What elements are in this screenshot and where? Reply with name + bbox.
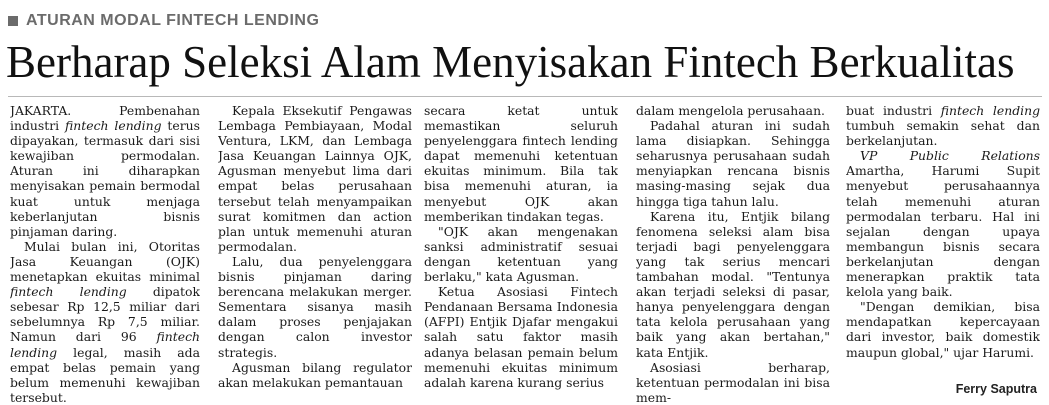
italic-term: fintech lending (10, 284, 127, 300)
paragraph (10, 239, 200, 405)
text-run: tumbuh semakin sehat dan berkelanjutan. (846, 118, 1040, 149)
rubric-square-icon (8, 16, 18, 26)
paragraph: secara ketat untuk memastikan seluruh penyelenggara fintech lending dapat memenuhi ketentuan ekuitas minimum. Bila tak bisa memenuhi aturan, ia menyebut OJK akan memberikan tindakan tegas. (424, 103, 618, 224)
author-byline: Ferry Saputra (955, 382, 1037, 396)
paragraph: Lalu, dua penyelenggara bisnis pinjaman daring berencana melakukan merger. Sementara sisanya masih dalam proses penjajakan dengan calon investor strategis. (218, 253, 412, 360)
paragraph: Asosiasi berharap, ketentuan permodalan ini bisa mem- (636, 359, 830, 405)
headline-divider (8, 96, 1042, 97)
headline: Berharap Seleksi Alam Menyisakan Fintech Berkualitas (6, 37, 1015, 87)
paragraph: "OJK akan mengenakan sanksi administratif sesuai dengan ketentuan yang berlaku," kata Agusman. (424, 223, 618, 285)
italic-term: VP Public Relations (860, 148, 1040, 164)
italic-term: fintech lending (10, 329, 200, 360)
text-run: JAKARTA. Pembenahan industri (10, 103, 200, 134)
rubric-label: ATURAN MODAL FINTECH LENDING (26, 12, 320, 29)
article-column-3 (424, 103, 618, 390)
article-column-5 (846, 103, 1040, 360)
paragraph: dalam mengelola perusahaan. (636, 103, 825, 118)
paragraph: Karena itu, Entjik bilang fenomena seleksi alam bisa terjadi bagi penyelenggara yang tak serius mencari tambahan modal. "Tentunya akan terjadi seleksi di pasar, hanya penyelenggara dengan tata kelola perusahaan yang baik yang akan bertahan," kata Entjik. (636, 208, 830, 360)
paragraph: "Dengan demikian, bisa mendapatkan kepercayaan dari investor, baik domestik maupun global," ujar Harumi. (846, 299, 1040, 360)
article-column-4 (636, 103, 830, 405)
italic-term: fintech lending (940, 103, 1040, 118)
rubric (8, 10, 319, 32)
article-column-2 (218, 103, 412, 390)
text-run: legal, masih ada empat belas pemain yang belum memenuhi kewajiban tersebut. (10, 344, 200, 405)
text-run: buat industri (846, 103, 941, 118)
text-run: terus dipayakan, termasuk dari sisi kewajiban permodalan. Aturan ini diharapkan menyisakan pemain bermodal kuat untuk menjaga keberlanjutan bisnis pinjaman daring. (10, 118, 200, 239)
paragraph (846, 103, 1040, 148)
text-run: Mulai bulan ini, Otoritas Jasa Keuangan (OJK) menetapkan ekuitas minimal (10, 238, 200, 285)
paragraph: Padahal aturan ini sudah lama disiapkan. Sehingga seharusnya perusahaan sudah menyiapkan rencana bisnis masing-masing sejak dua hingga tiga tahun lalu. (636, 118, 830, 209)
paragraph: Kepala Eksekutif Pengawas Lembaga Pembiayaan, Modal Ventura, LKM, dan Lembaga Jasa Keuangan Lainnya OJK, Agusman menyebut lima dari empat belas perusahaan tersebut telah menyampaikan surat komitmen dan action plan untuk memenuhi aturan permodalan. (218, 103, 412, 254)
paragraph (10, 103, 200, 239)
text-run: dipatok sebesar Rp 12,5 miliar dari sebelumnya Rp 7,5 miliar. Namun dari 96 (10, 284, 200, 345)
paragraph: Ketua Asosiasi Fintech Pendanaan Bersama Indonesia (AFPI) Entjik Djafar mengakui salah satu faktor masih adanya belasan pemain belum memenuhi ekuitas minimum adalah karena kurang serius (424, 284, 618, 390)
article-column-1 (10, 103, 200, 405)
text-run: Amartha, Harumi Supit menyebut perusahaannya telah memenuhi aturan permodalan terbaru. Hal ini sejalan dengan upaya membangun bisnis secara berkelanjutan dengan menerapkan praktik tata kelola yang baik. (846, 163, 1040, 300)
paragraph (846, 148, 1040, 299)
italic-term: fintech lending (65, 118, 162, 134)
paragraph: Agusman bilang regulator akan melakukan pemantauan (218, 359, 412, 390)
